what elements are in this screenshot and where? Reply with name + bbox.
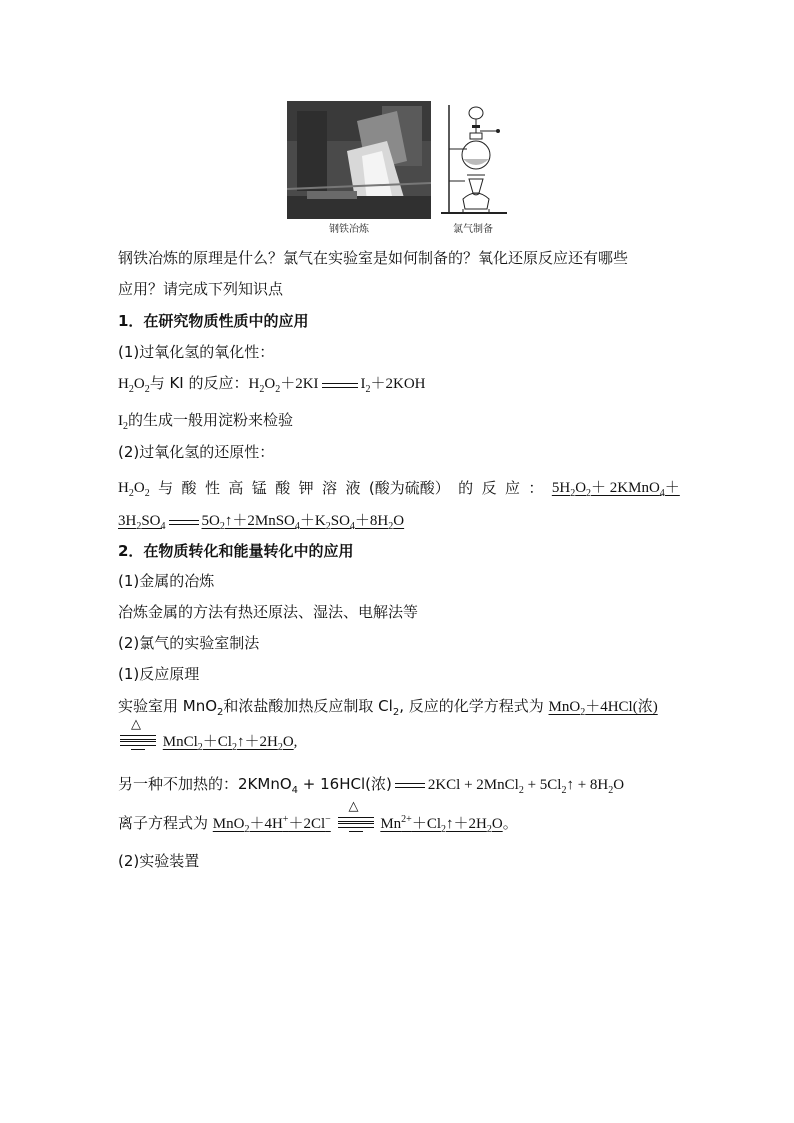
kmno4-word: 应 xyxy=(505,479,521,497)
lab-method-line: 实验室用 MnO$_2$和浓盐酸加热反应制取 $Cl_2$, 反应的化学方程式为 MnO$_2$＋4HCl(浓) xyxy=(118,697,658,718)
intro-line-2: 应用？请完成下列知识点 xyxy=(118,280,284,298)
iodine-note: 的生成一般用淀粉来检验 xyxy=(128,411,294,429)
equals-sign xyxy=(320,378,360,392)
section2-sub2-label: (2)氯气的实验室制法 xyxy=(118,634,260,652)
ionic-end: 。 xyxy=(502,814,518,832)
heat-equals-sign-2: △ xyxy=(336,800,376,834)
noheat-prefix: 另一种不加热的：2KMnO xyxy=(118,775,292,793)
ki-equation: $H_2O_2+2KI$ $I_2+2KOH$ xyxy=(248,376,426,395)
kmno4-word: 酸 xyxy=(275,479,291,497)
kmno4-word: 的 xyxy=(458,479,474,497)
noheat-right: 2KCl + 2MnCl$_2$ + $5Cl_2↑ + 8H_2O$ xyxy=(427,777,625,796)
section1-sub1-label: (1)过氧化氢的氧化性： xyxy=(118,343,275,361)
section1-heading: 1．在研究物质性质中的应用 xyxy=(118,312,309,330)
kmno4-word: 酸 xyxy=(181,479,197,497)
lab-equation-right: $MnCl_2+Cl_2↑+2H_2O$ xyxy=(162,734,294,753)
kmno4-equation-line2 xyxy=(118,510,404,531)
kmno4-word: 性 xyxy=(204,479,220,497)
h2o2-formula: $H_2O_2$ xyxy=(118,376,150,395)
kmno4-word: 反 xyxy=(481,479,497,497)
section2-sub1-label: (1)金属的冶炼 xyxy=(118,572,215,590)
kmno4-word: 液 xyxy=(345,479,361,497)
kmno4-equation-part2: $3H_2SO_4$ $5O_2↑+2MnSO_4+K_2SO_4+8H_2O$ xyxy=(118,513,405,532)
lab-mid: 和浓盐酸加热反应制取 Cl xyxy=(223,697,393,715)
intro-line-1: 钢铁冶炼的原理是什么？氯气在实验室是如何制备的？氧化还原反应还有哪些 xyxy=(118,249,629,267)
equals-sign xyxy=(393,778,427,792)
lab-equation-left: MnO$_2$＋4HCl(浓) xyxy=(548,699,658,718)
ki-reaction-prefix: 与 KI 的反应： xyxy=(149,374,249,392)
chlorine-apparatus-drawing xyxy=(439,101,511,219)
noheat-left: + 16HCl(浓) xyxy=(298,775,392,793)
kmno4-word: 溶 xyxy=(322,479,338,497)
h2o2-formula-2: $H_2O_2$ xyxy=(118,480,150,499)
lab-equation-line2: △ $MnCl_2+Cl_2↑+2H_2O$, xyxy=(118,718,297,752)
heat-equals-sign: △ xyxy=(118,718,158,752)
apparatus-label: (2)实验装置 xyxy=(118,852,200,870)
figure-group xyxy=(287,101,512,234)
section2-heading: 2．在物质转化和能量转化中的应用 xyxy=(118,542,354,560)
kmno4-word: 锰 xyxy=(251,479,267,497)
kmno4-word: 高 xyxy=(228,479,244,497)
kmno4-word: (酸为硫酸） xyxy=(368,479,450,497)
chlorine-prep-caption: 氯气制备 xyxy=(453,224,493,235)
ionic-equation-right: $Mn^{2+}+Cl_2↑+2H_2O$ xyxy=(380,814,503,835)
kmno4-word: ： xyxy=(528,479,544,497)
kmno4-word: 与 xyxy=(158,479,174,497)
kmno4-equation-part1: $5H_2O_2+$ 2KMnO$_4$＋ xyxy=(551,480,680,499)
ionic-equation-left: MnO$_2$＋4H+＋2Cl− xyxy=(212,814,331,835)
metal-methods: 冶炼金属的方法有热还原法、湿法、电解法等 xyxy=(118,603,419,621)
i2-formula: $I_2$ xyxy=(118,413,128,432)
section1-sub2-label: (2)过氧化氢的还原性： xyxy=(118,443,275,461)
ki-reaction-line xyxy=(118,373,426,394)
ionic-prefix: 离子方程式为 xyxy=(118,814,213,832)
ionic-equation-line xyxy=(118,800,518,834)
iodine-note-line xyxy=(118,410,293,431)
steel-smelting-caption: 钢铁冶炼 xyxy=(329,224,369,235)
steel-smelting-photo xyxy=(287,101,431,219)
lab-prefix: 实验室用 MnO xyxy=(118,697,218,715)
kmno4-reaction-line xyxy=(118,478,680,498)
principle-label: (1)反应原理 xyxy=(118,665,200,683)
equals-sign xyxy=(167,515,201,529)
kmno4-word: 钾 xyxy=(298,479,314,497)
lab-suffix: , 反应的化学方程式为 xyxy=(399,697,544,715)
no-heat-reaction-line: 另一种不加热的：2KMnO$_4$ + 16HCl(浓) 2KCl + 2MnCl$_2$ + $5Cl_2↑ + 8H_2O$ xyxy=(118,775,625,796)
